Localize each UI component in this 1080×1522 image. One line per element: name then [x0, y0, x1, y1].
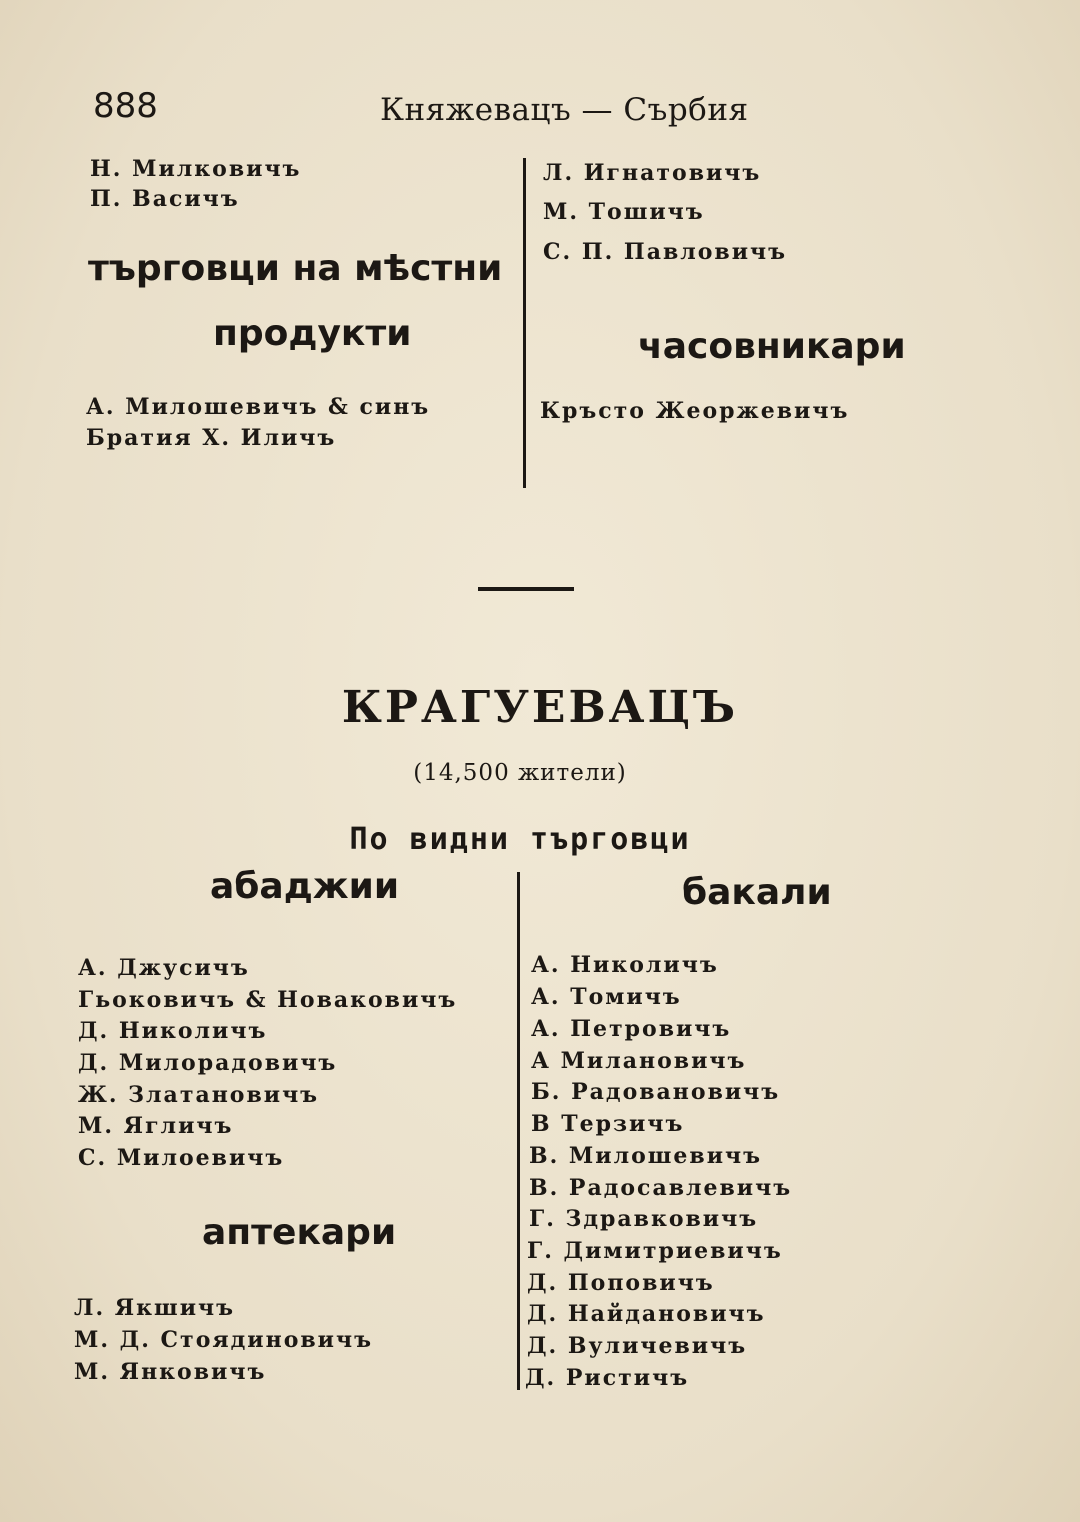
- list-item: В. Милошевичъ: [529, 1143, 762, 1169]
- list-item: Б. Радовановичъ: [531, 1079, 781, 1105]
- list-item: Л. Игнатовичъ: [543, 160, 762, 186]
- list-item: М. Тошичъ: [543, 199, 705, 225]
- list-item: Д. Милорадовичъ: [78, 1050, 338, 1076]
- list-item: В. Радосавлевичъ: [529, 1175, 793, 1201]
- section-title: По видни търговци: [349, 822, 691, 857]
- list-item: Д. Найдановичъ: [527, 1301, 766, 1327]
- list-item: А. Николичъ: [531, 952, 719, 978]
- list-item: А. Джусичъ: [78, 955, 250, 981]
- list-item: Н. Милковичъ: [90, 156, 302, 182]
- list-item: Д. Николичъ: [78, 1018, 268, 1044]
- list-item: Д. Ристичъ: [525, 1365, 690, 1391]
- city-title: КРАГУЕВАЦЪ: [341, 682, 739, 733]
- category-title: абаджии: [210, 866, 400, 907]
- list-item: Л. Якшичъ: [74, 1295, 235, 1321]
- list-item: А Милановичъ: [531, 1048, 747, 1074]
- list-item: М. Ягличъ: [78, 1113, 234, 1139]
- list-item: Кръсто Жеоржевичъ: [540, 398, 850, 424]
- list-item: Д. Вуличевичъ: [527, 1333, 748, 1359]
- running-title: Княжевацъ — Сърбия: [380, 92, 749, 128]
- category-title: бакали: [682, 872, 832, 913]
- list-item: А. Петровичъ: [531, 1016, 732, 1042]
- list-item: В Терзичъ: [531, 1111, 685, 1137]
- list-item: Ж. Златановичъ: [78, 1082, 320, 1108]
- column-divider: [523, 158, 526, 488]
- category-title: часовникари: [638, 326, 906, 367]
- list-item: М. Янковичъ: [74, 1359, 267, 1385]
- list-item: П. Васичъ: [90, 186, 240, 212]
- list-item: С. Милоевичъ: [78, 1145, 285, 1171]
- list-item: А. Томичъ: [531, 984, 682, 1010]
- list-item: Гьоковичъ & Новаковичъ: [78, 987, 458, 1013]
- column-divider: [517, 872, 520, 1390]
- list-item: Г. Димитриевичъ: [527, 1238, 783, 1264]
- category-title: аптекари: [202, 1212, 397, 1253]
- list-item: Д. Поповичъ: [527, 1270, 715, 1296]
- list-item: А. Милошевичъ & синъ: [86, 394, 431, 420]
- category-title-line1: търговци на мѣстни: [88, 248, 503, 289]
- population-note: (14,500 жители): [413, 760, 627, 786]
- list-item: Братия Х. Иличъ: [86, 425, 337, 451]
- section-rule: [478, 587, 574, 591]
- list-item: М. Д. Стоядиновичъ: [74, 1327, 373, 1353]
- list-item: Г. Здравковичъ: [529, 1206, 759, 1232]
- list-item: С. П. Павловичъ: [543, 239, 788, 265]
- category-title-line2: продукти: [213, 313, 412, 354]
- page-number: 888: [93, 86, 158, 126]
